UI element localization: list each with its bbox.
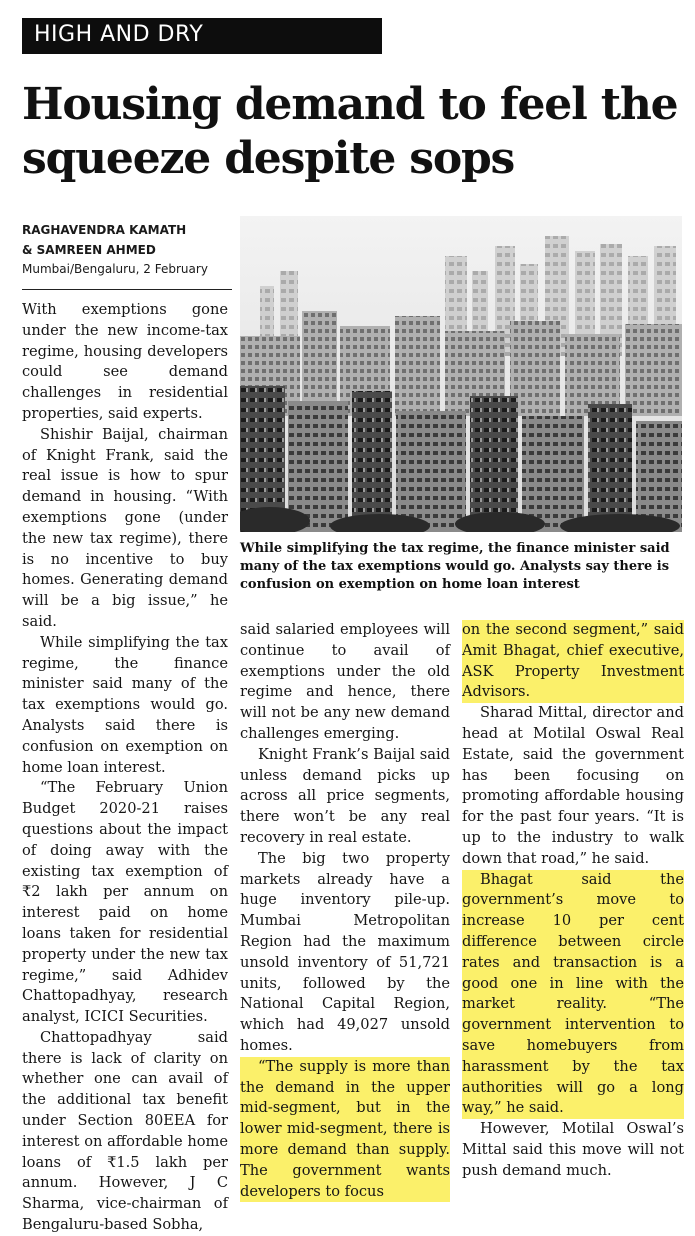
paragraph: Shishir Baijal, chairman of Knight Frank, said the real issue is how to spur demand in housing. “With exemptions gone (under the new tax regime), there is no incentive to buy homes. Generating demand will be a big issue,” he said. — [22, 425, 228, 630]
paragraph: The big two property markets already have a huge inventory pile-up. Mumbai Metropolitan Region had the maximum unsold inventory of 51,721 units, followed by the National Capital Region, which had 49,027 unsold homes. — [240, 849, 450, 1054]
headline: Housing demand to feel the squeeze despite sops — [22, 79, 678, 184]
section-kicker — [22, 18, 382, 54]
byline — [22, 220, 186, 260]
article-column-2 — [240, 620, 450, 1202]
paragraph: While simplifying the tax regime, the finance minister said many of the tax exemptions would go. Analysts said there is confusion on exemption on home loan interest. — [22, 633, 228, 776]
article-column-1 — [22, 300, 228, 1236]
paragraph: Chattopadhyay said there is lack of clarity on whether one can avail of the additional tax benefit under Section 80EEA for interest on affordable home loans of ₹1.5 lakh per annum. However, J C Sharma, vice-chairman of Bengaluru-based Sobha, — [22, 1028, 228, 1234]
author-2: & SAMREEN AHMED — [22, 243, 156, 257]
paragraph: However, Motilal Oswal’s Mittal said this move will not push demand much. — [462, 1120, 684, 1179]
highlighted-paragraph: on the second segment,” said Amit Bhagat, chief executive, ASK Property Investment Advisors. — [462, 620, 684, 703]
paragraph: Sharad Mittal, director and head at Motilal Oswal Real Estate, said the government has been focusing on promoting affordable housing for the past four years. “It is up to the industry to walk down that road,” he said. — [462, 704, 684, 867]
highlighted-paragraph: “The supply is more than the demand in the upper mid-segment, but in the lower mid-segment, there is more demand than supply. The government wants developers to focus — [240, 1057, 450, 1203]
highlighted-paragraph: Bhagat said the government’s move to increase 10 per cent difference between circle rates and transaction is a good one in line with the market reality. “The government intervention to save homebuyers from harassment by the tax authorities will go a long way,” he said. — [462, 870, 684, 1120]
dateline: Mumbai/Bengaluru, 2 February — [22, 262, 208, 276]
paragraph: With exemptions gone under the new income-tax regime, housing developers could see demand challenges in residential properties, said experts. — [22, 301, 228, 422]
kicker-label: HIGH AND DRY — [34, 22, 204, 47]
photo-caption: While simplifying the tax regime, the finance minister said many of the tax exemptions would go. Analysts say there is confusion on exemption on home loan interest — [240, 541, 670, 592]
paragraph: said salaried employees will continue to avail of exemptions under the old regime and hence, there will not be any new demand challenges emerging. — [240, 621, 450, 742]
author-1: RAGHAVENDRA KAMATH — [22, 223, 187, 237]
city-skyline-photo — [240, 216, 682, 532]
paragraph: “The February Union Budget 2020-21 raises questions about the impact of doing away with the existing tax exemption of ₹2 lakh per annum on interest paid on home loans taken for residential property under the new tax regime,” said Adhidev Chattopadhyay, research analyst, ICICI Securities. — [22, 779, 228, 1026]
paragraph: Knight Frank’s Baijal said unless demand picks up across all price segments, there won’t be any real recovery in real estate. — [240, 745, 450, 846]
byline-divider — [22, 289, 232, 290]
article-column-3 — [462, 620, 684, 1182]
